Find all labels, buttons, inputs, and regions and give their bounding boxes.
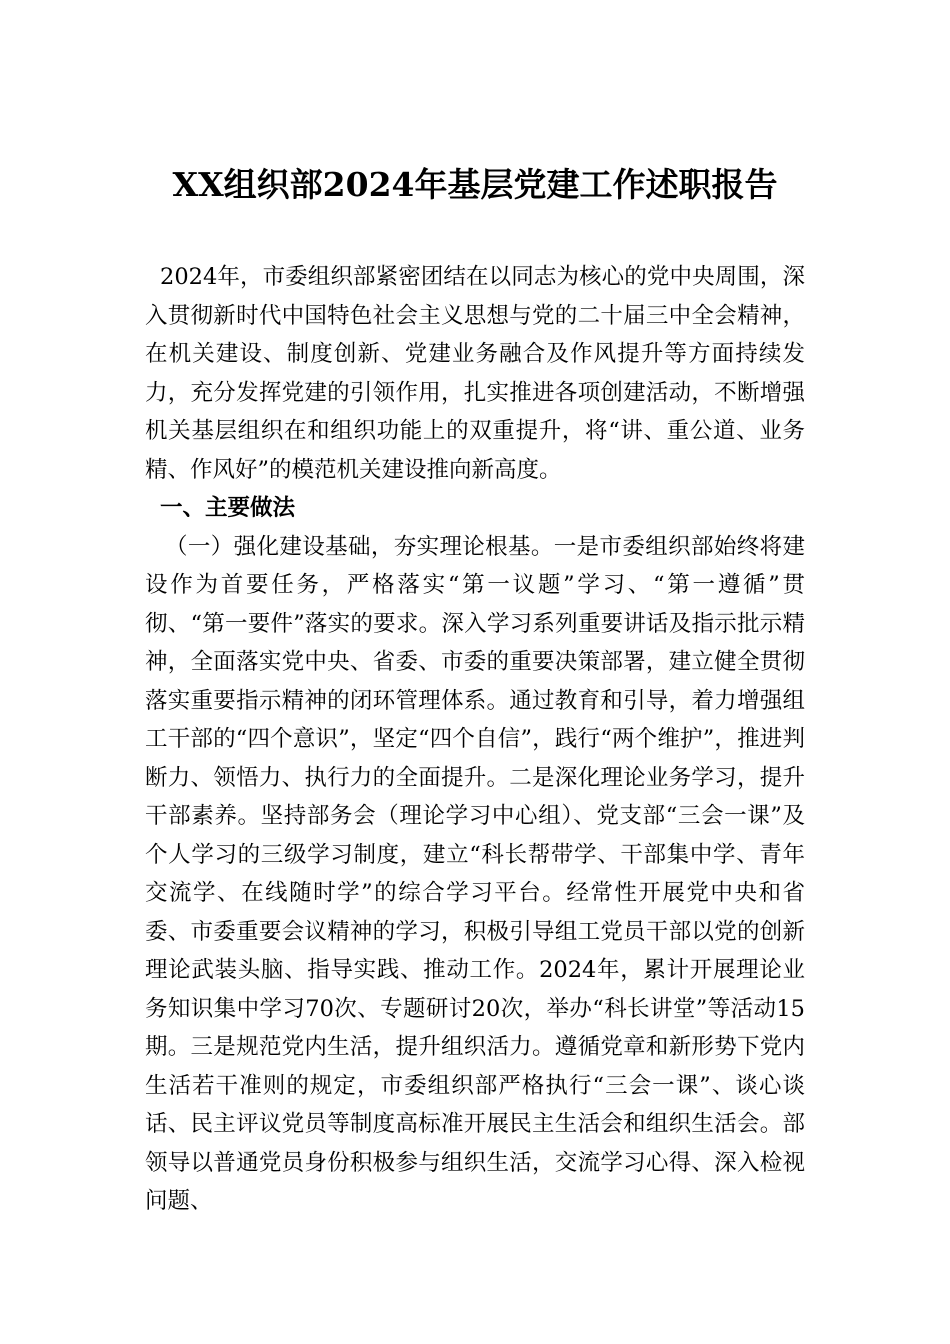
intro-paragraph: 2024年，市委组织部紧密团结在以同志为核心的党中央周围，深入贯彻新时代中国特色社会主义思想与党的二十届三中全会精神，在机关建设、制度创新、党建业务融合及作风提升等方面持续发力，充分发挥党建的引领作用，扎实推进各项创建活动，不断增强机关基层组织在和组织功能上的双重提升，将“讲、重公道、业务精、作风好”的模范机关建设推向新高度。	[145, 264, 805, 483]
document-title: XX组织部2024年基层党建工作述职报告	[172, 165, 778, 204]
document-body	[145, 258, 805, 1221]
section-heading: 一、主要做法	[160, 495, 296, 521]
section-paragraph: （一）强化建设基础，夯实理论根基。一是市委组织部始终将建设作为首要任务，严格落实“第一议题”学习、“第一遵循”贯彻、“第一要件”落实的要求。深入学习系列重要讲话及指示批示精神，全面落实党中央、省委、市委的重要决策部署，建立健全贯彻落实重要指示精神的闭环管理体系。通过教育和引导，着力增强组工干部的“四个意识”，坚定“四个自信”，践行“两个维护”，推进判断力、领悟力、执行力的全面提升。二是深化理论业务学习，提升干部素养。坚持部务会（理论学习中心组）、党支部“三会一课”及个人学习的三级学习制度，建立“科长帮带学、干部集中学、青年交流学、在线随时学”的综合学习平台。经常性开展党中央和省委、市委重要会议精神的学习，积极引导组工党员干部以党的创新理论武装头脑、指导实践、推动工作。2024年，累计开展理论业务知识集中学习70次、专题研讨20次，举办“科长讲堂”等活动15期。三是规范党内生活，提升组织活力。遵循党章和新形势下党内生活若干准则的规定，市委组织部严格执行“三会一课”、谈心谈话、民主评议党员等制度高标准开展民主生活会和组织生活会。部领导以普通党员身份积极参与组织生活，交流学习心得、深入检视问题、	[145, 533, 805, 1214]
